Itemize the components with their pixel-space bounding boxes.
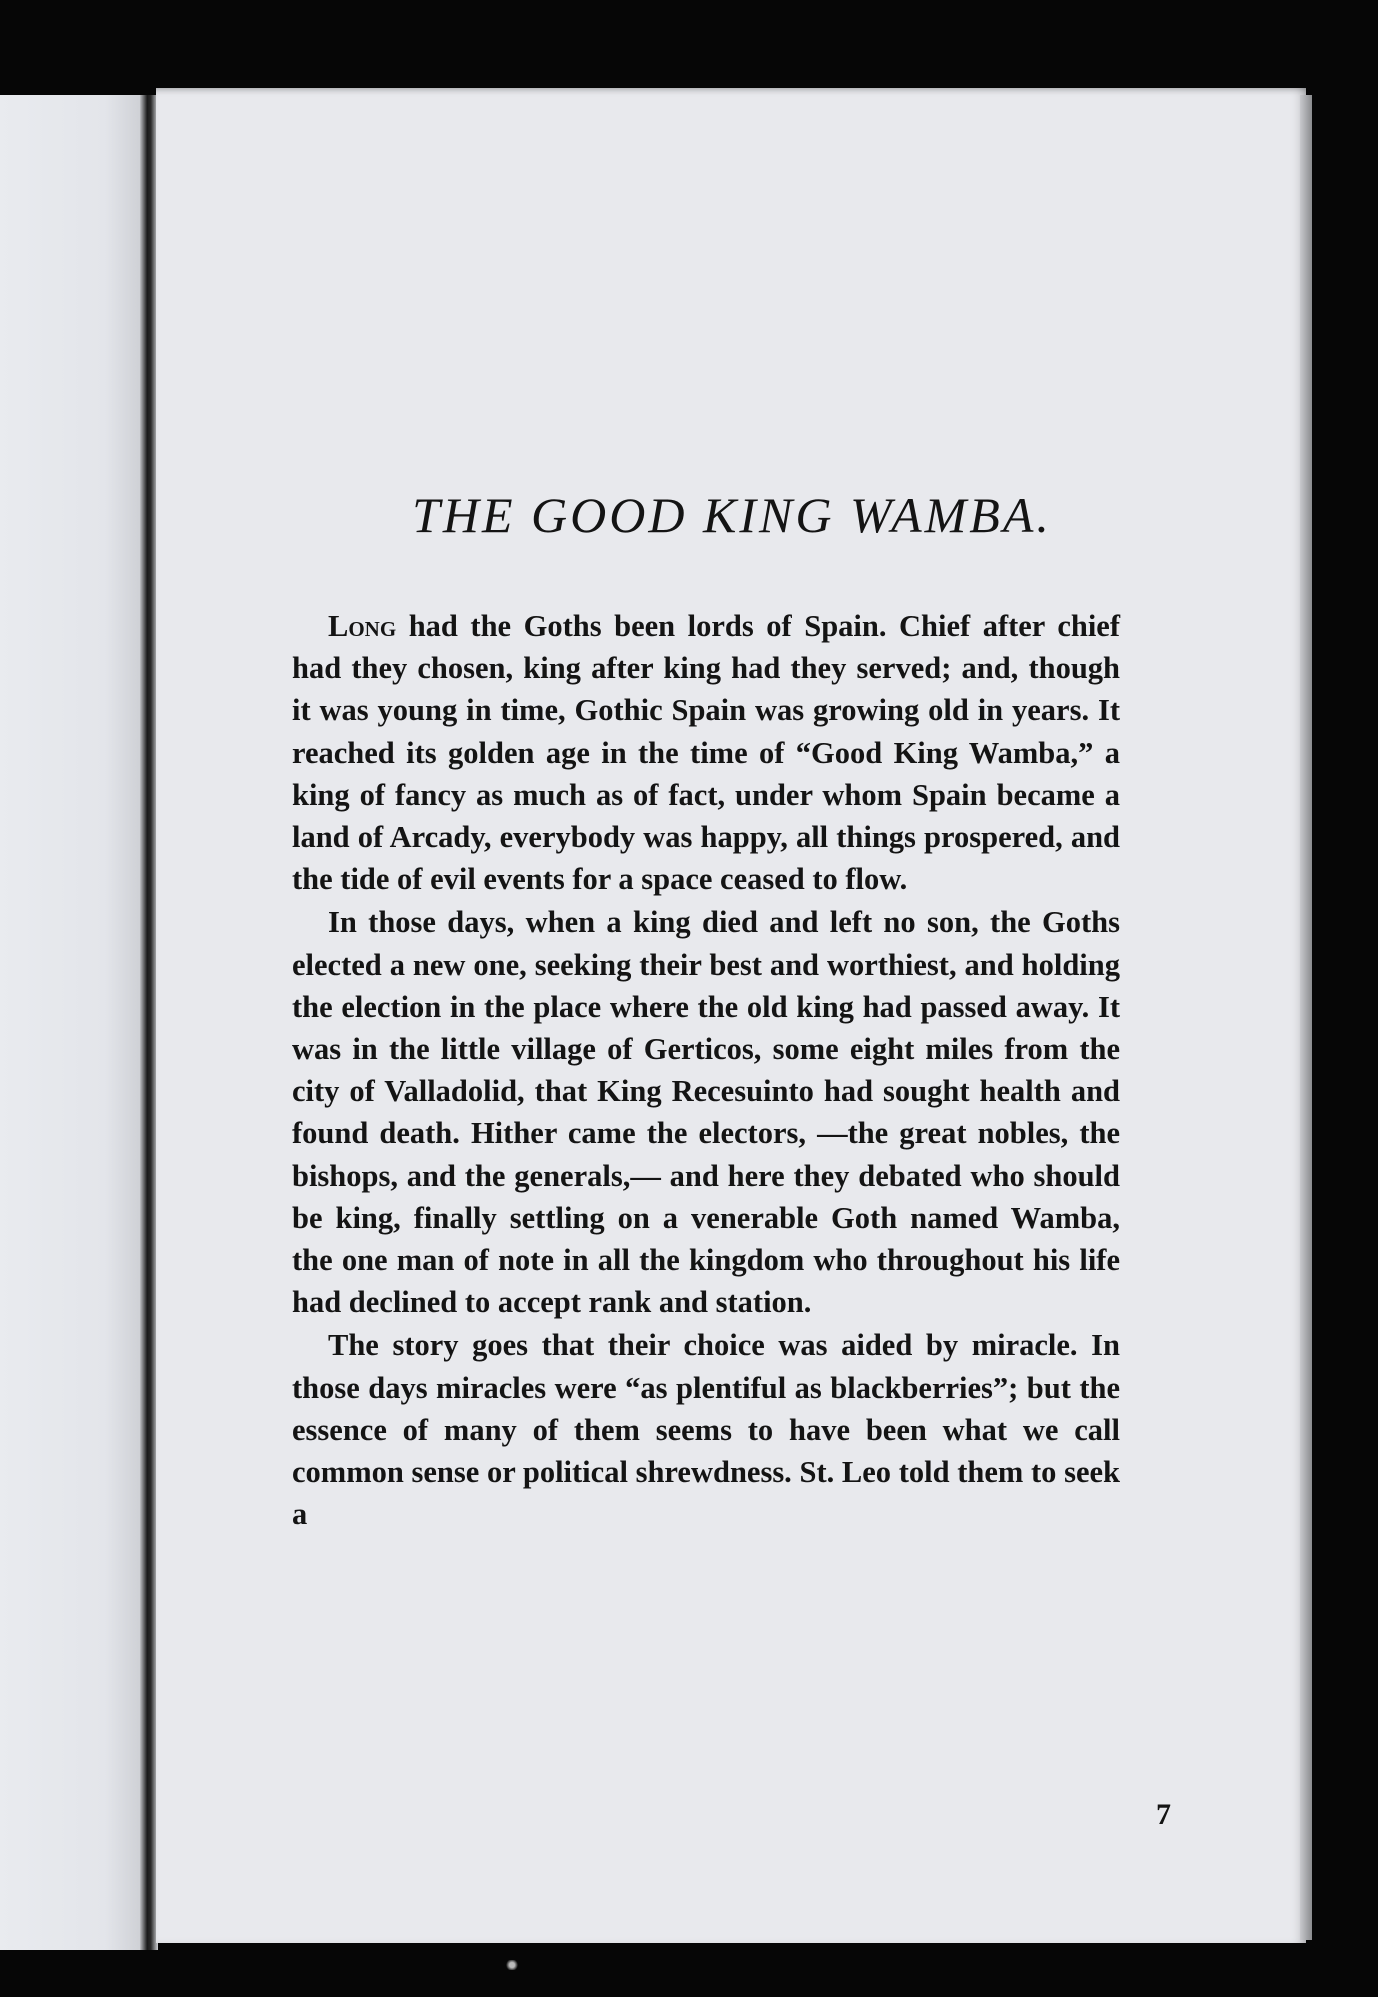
paragraph-1-text: had the Goths been lords of Spain. Chief after chief had they chosen, king after king had they served; and, though it was young in time, Gothic Spain was growing old in years. It reached its golden age in the time of “Good King Wamba,” a king of fancy as much as of fact, under whom Spain became a land of Arcady, everybody was happy, all things prospered, and the tide of evil events for a space ceased to flow.	[292, 609, 1120, 897]
paragraph-2: In those days, when a king died and left no son, the Goths elected a new one, seeking their best and worthiest, and holding the election in the place where the old king had passed away. It was in the little village of Gerticos, some eight miles from the city of Valladolid, that King Recesuinto had sought health and found death. Hither came the electors, —the great nobles, the bishops, and the generals,— and here they debated who should be king, finally settling on a venerable Goth named Wamba, the one man of note in all the kingdom who throughout his life had declined to accept rank and station.	[292, 905, 1120, 1320]
right-page-edge	[1300, 95, 1312, 1940]
page-number: 7	[1156, 1798, 1171, 1831]
scan-speck	[505, 1960, 519, 1970]
paragraph-lead-word: Long	[328, 609, 397, 643]
paragraph-1	[292, 605, 1120, 900]
body-text	[292, 605, 1120, 1535]
chapter-title: THE GOOD KING WAMBA.	[412, 487, 1052, 543]
page-text-block	[292, 488, 1262, 1536]
left-page-edge	[0, 95, 150, 1950]
book-page	[156, 88, 1306, 1943]
paragraph-3: The story goes that their choice was aided by miracle. In those days miracles were “as plentiful as blackberries”; but the essence of many of them seems to have been what we call common sense or political shrewdness. St. Leo told them to seek a	[292, 1328, 1120, 1532]
